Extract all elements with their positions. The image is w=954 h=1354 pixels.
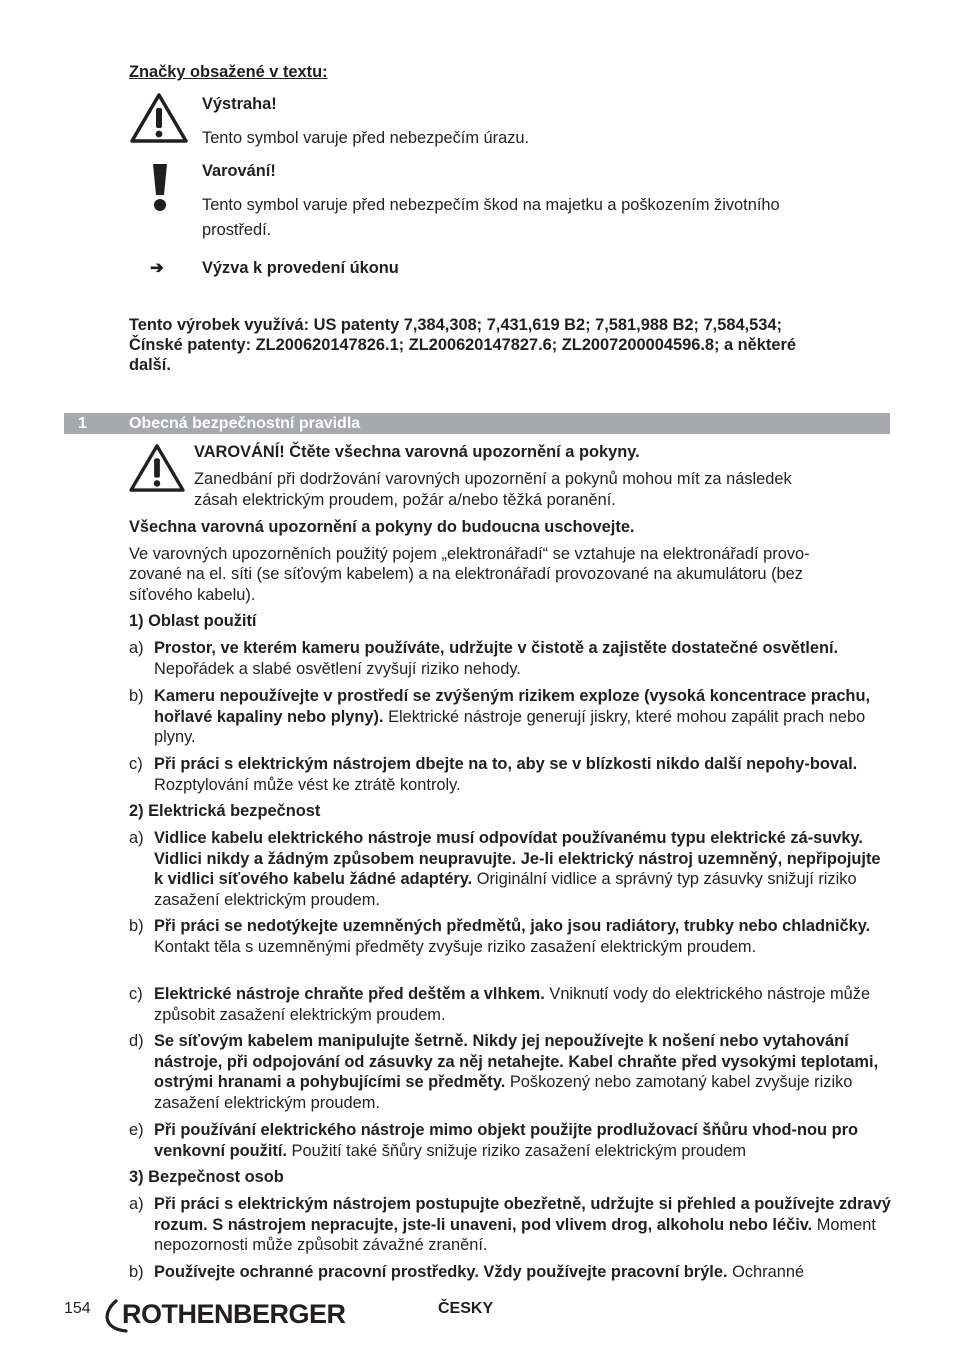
intro-line-1: Ve varovných upozorněních použitý pojem „elektronářadí“ se vztahuje na elektronářadí provo- xyxy=(129,545,810,563)
item-label: a) xyxy=(129,639,144,657)
list-item xyxy=(129,754,891,795)
item-text: Elektrické nástroje generují jiskry, které mohou zapálit prach nebo plyny. xyxy=(154,707,866,746)
warning-triangle-icon xyxy=(129,92,189,144)
item-text: Použití také šňůry snižuje riziko zasažení elektrickým proudem xyxy=(286,1141,747,1160)
warning-triangle-icon xyxy=(128,443,186,493)
list-item xyxy=(129,1194,891,1256)
item-text: Vniknutí vody do elektrického nástroje může způsobit zasažení elektrickým proudem. xyxy=(154,985,871,1024)
item-bold-text: Při práci s elektrickým nástrojem postupujte obezřetně, udržujte si přehled a používejte zdravý rozum. S nástrojem nepracujte, jste-li unaveni, pod vlivem drog, alkoholu nebo léčiv. xyxy=(154,1195,891,1234)
item-bold-text: Kameru nepoužívejte v prostředí se zvýšeným rizikem exploze (vysoká koncentrace prachu, hořlavé kapaliny nebo plyny). xyxy=(154,687,871,726)
list-item xyxy=(129,916,891,957)
language-label: ČESKY xyxy=(438,1300,494,1317)
caution-text-line-2: prostředí. xyxy=(202,221,272,239)
brand-name: ROTHENBERGER xyxy=(122,1299,346,1329)
section-warning-title: VAROVÁNÍ! Čtěte všechna varovná upozornění a pokyny. xyxy=(194,443,640,461)
item-text: Ochranné xyxy=(727,1263,805,1281)
warning-title: Výstraha! xyxy=(202,95,277,113)
keep-instructions: Všechna varovná upozornění a pokyny do budoucna uschovejte. xyxy=(129,518,635,536)
item-bold-text: Vidlice kabelu elektrického nástroje musí odpovídat používanému typu elektrické zá-suvky. Vidlici nikdy a žádným způsobem neupravujte. Je-li elektrický nástroj uzemněný, nepřipojujte k vidlici síťového kabelu žádné adaptéry. xyxy=(154,829,881,888)
item-label: a) xyxy=(129,829,144,847)
group-heading: 2) Elektrická bezpečnost xyxy=(129,802,321,820)
patents-line-2: Čínské patenty: ZL200620147826.1; ZL200620147827.6; ZL2007200004596.8; a některé xyxy=(129,336,796,354)
intro-line-3: síťového kabelu). xyxy=(129,586,256,604)
item-text: Nepořádek a slabé osvětlení zvyšují riziko nehody. xyxy=(154,659,521,678)
caution-title: Varování! xyxy=(202,162,276,180)
item-text: Originální vidlice a správný typ zásuvky snižují riziko zasažení elektrickým proudem. xyxy=(154,870,857,909)
section-title: Obecná bezpečnostní pravidla xyxy=(129,415,361,432)
page-number: 154 xyxy=(64,1300,91,1317)
item-bold-text: Prostor, ve kterém kameru používáte, udržujte v čistotě a zajistěte dostatečné osvětlení. xyxy=(154,639,839,657)
item-label: b) xyxy=(129,687,144,705)
item-bold-text: Při používání elektrického nástroje mimo objekt použijte prodlužovací šňůru vhod-nou pro venkovní použití. xyxy=(154,1121,858,1160)
list-item xyxy=(129,1262,891,1283)
item-label: a) xyxy=(129,1195,144,1213)
group-heading: 1) Oblast použití xyxy=(129,612,257,630)
item-label: b) xyxy=(129,1263,144,1281)
item-label: d) xyxy=(129,1032,144,1050)
patents-line-3: další. xyxy=(129,356,171,374)
list-item xyxy=(129,984,891,1025)
section-heading-bar xyxy=(64,413,890,434)
item-text: Poškozený nebo zamotaný kabel zvyšuje riziko zasažení elektrickým proudem. xyxy=(154,1073,853,1112)
list-item xyxy=(129,638,891,679)
item-bold-text: Používejte ochranné pracovní prostředky. Vždy používejte pracovní brýle. xyxy=(154,1263,728,1281)
warning-text: Tento symbol varuje před nebezpečím úrazu. xyxy=(202,129,530,147)
intro-line-2: zované na el. síti (se síťovým kabelem) a na elektronářadí provozované na akumulátoru (bez xyxy=(129,565,803,583)
item-bold-text: Při práci se nedotýkejte uzemněných předmětů, jako jsou radiátory, trubky nebo chladničky. xyxy=(154,917,871,935)
list-item xyxy=(129,686,891,748)
item-bold-text: Při práci s elektrickým nástrojem dbejte na to, aby se v blízkosti nikdo další nepohy-boval. xyxy=(154,755,858,773)
section-number: 1 xyxy=(78,415,87,432)
legend-heading: Značky obsažené v textu: xyxy=(129,63,328,81)
item-text: Kontakt těla s uzemněnými předměty zvyšuje riziko zasažení elektrickým proudem. xyxy=(154,937,757,956)
exclamation-icon xyxy=(150,162,170,214)
action-arrow-icon: ➔ xyxy=(150,259,164,277)
item-text: Rozptylování může vést ke ztrátě kontroly. xyxy=(154,775,461,794)
section-warning-text-1: Zanedbání při dodržování varovných upozornění a pokynů mohou mít za následek xyxy=(194,470,792,488)
item-label: b) xyxy=(129,917,144,935)
list-item xyxy=(129,828,891,910)
list-item xyxy=(129,1120,891,1161)
item-label: e) xyxy=(129,1121,144,1139)
patents-line-1: Tento výrobek využívá: US patenty 7,384,308; 7,431,619 B2; 7,581,988 B2; 7,584,534; xyxy=(129,316,782,334)
item-text: Moment nepozornosti může způsobit závažné zranění. xyxy=(154,1215,876,1254)
section-warning-text-2: zásah elektrickým proudem, požár a/nebo těžká poranění. xyxy=(194,491,616,509)
list-item xyxy=(129,1031,891,1113)
group-heading: 3) Bezpečnost osob xyxy=(129,1168,284,1186)
item-bold-text: Elektrické nástroje chraňte před deštěm a vlhkem. xyxy=(154,985,545,1003)
item-label: c) xyxy=(129,985,143,1003)
caution-text-line-1: Tento symbol varuje před nebezpečím škod na majetku a poškozením životního xyxy=(202,196,780,214)
item-bold-text: Se síťovým kabelem manipulujte šetrně. Nikdy jej nepoužívejte k nošení nebo vytahování nástroje, při odpojování od zásuvky za něj netahejte. Kabel chraňte před vysokými teplotami, ostrými hranami a pohybujícími se předměty. xyxy=(154,1032,879,1091)
item-label: c) xyxy=(129,755,143,773)
action-text: Výzva k provedení úkonu xyxy=(202,259,399,277)
brand-logo xyxy=(100,1295,350,1340)
